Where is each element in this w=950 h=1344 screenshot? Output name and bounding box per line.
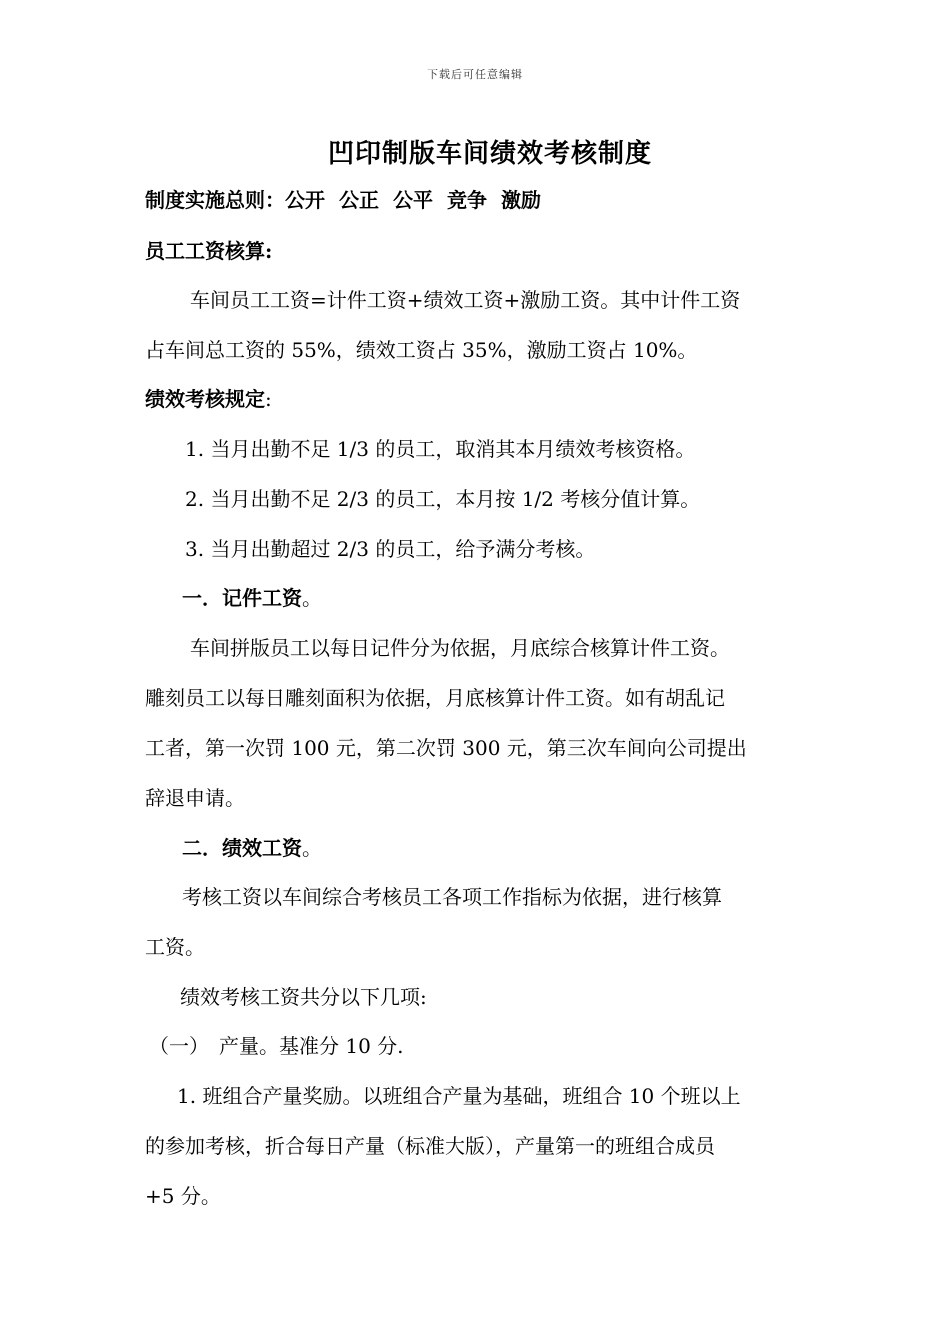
rules-heading — [145, 384, 815, 414]
section-paragraph-line: 辞退申请。 — [145, 786, 245, 810]
section-paragraph-line: 考核工资以车间综合考核员工各项工作指标为依据，进行核算 — [182, 885, 722, 909]
principle-item: 公正 — [339, 188, 379, 212]
rule-item: 1. 当月出勤不足 1/3 的员工，取消其本月绩效考核资格。 — [185, 437, 696, 461]
section-title-suffix: 。 — [302, 836, 322, 860]
page-title: 凹印制版车间绩效考核制度 — [327, 139, 652, 169]
principles-line — [145, 185, 815, 215]
rule-item: 2. 当月出勤不足 2/3 的员工，本月按 1/2 考核分值计算。 — [185, 487, 701, 511]
salary-heading: 员工工资核算: — [145, 239, 273, 263]
section-number: 二． — [182, 836, 222, 860]
principle-item: 公平 — [393, 188, 433, 212]
section-paragraph-line: 车间拼版员工以每日记件分为依据，月底综合核算计件工资。 — [190, 636, 730, 660]
salary-paragraph-line: 占车间总工资的 55%，绩效工资占 35%，激励工资占 10%。 — [145, 338, 698, 362]
principle-item: 公开 — [285, 188, 325, 212]
item-text: 产量。基准分 10 分. — [219, 1034, 404, 1058]
item-paragraph-line: +5 分。 — [145, 1184, 221, 1208]
principle-item: 竞争 — [447, 188, 487, 212]
section-heading — [145, 833, 815, 863]
section-title: 绩效工资 — [222, 836, 302, 860]
item-paragraph-line: 的参加考核，折合每日产量（标准大版），产量第一的班组合成员 — [145, 1134, 715, 1158]
section-title: 记件工资 — [222, 586, 302, 610]
section-paragraph-line: 工资。 — [145, 935, 205, 959]
principle-item: 激励 — [501, 188, 541, 212]
section-paragraph-line: 雕刻员工以每日雕刻面积为依据，月底核算计件工资。如有胡乱记 — [145, 686, 725, 710]
principles-label: 制度实施总则： — [145, 188, 285, 212]
header-note: 下载后可任意编辑 — [427, 68, 523, 81]
section-number: 一． — [182, 586, 222, 610]
item-heading — [145, 1031, 815, 1061]
item-label: （一） — [149, 1034, 209, 1058]
rule-item: 3. 当月出勤超过 2/3 的员工，给予满分考核。 — [185, 537, 596, 561]
rules-heading-colon: : — [265, 387, 272, 411]
section-title-suffix: 。 — [302, 586, 322, 610]
section-paragraph-line: 绩效考核工资共分以下几项: — [180, 985, 427, 1009]
section-heading — [145, 583, 815, 613]
item-paragraph-line: 1. 班组合产量奖励。以班组合产量为基础，班组合 10 个班以上 — [177, 1084, 741, 1108]
rules-heading-text: 绩效考核规定 — [145, 387, 265, 411]
salary-paragraph-line: 车间员工工资=计件工资+绩效工资+激励工资。其中计件工资 — [190, 288, 741, 312]
section-paragraph-line: 工者，第一次罚 100 元，第二次罚 300 元，第三次车间向公司提出 — [145, 736, 747, 760]
